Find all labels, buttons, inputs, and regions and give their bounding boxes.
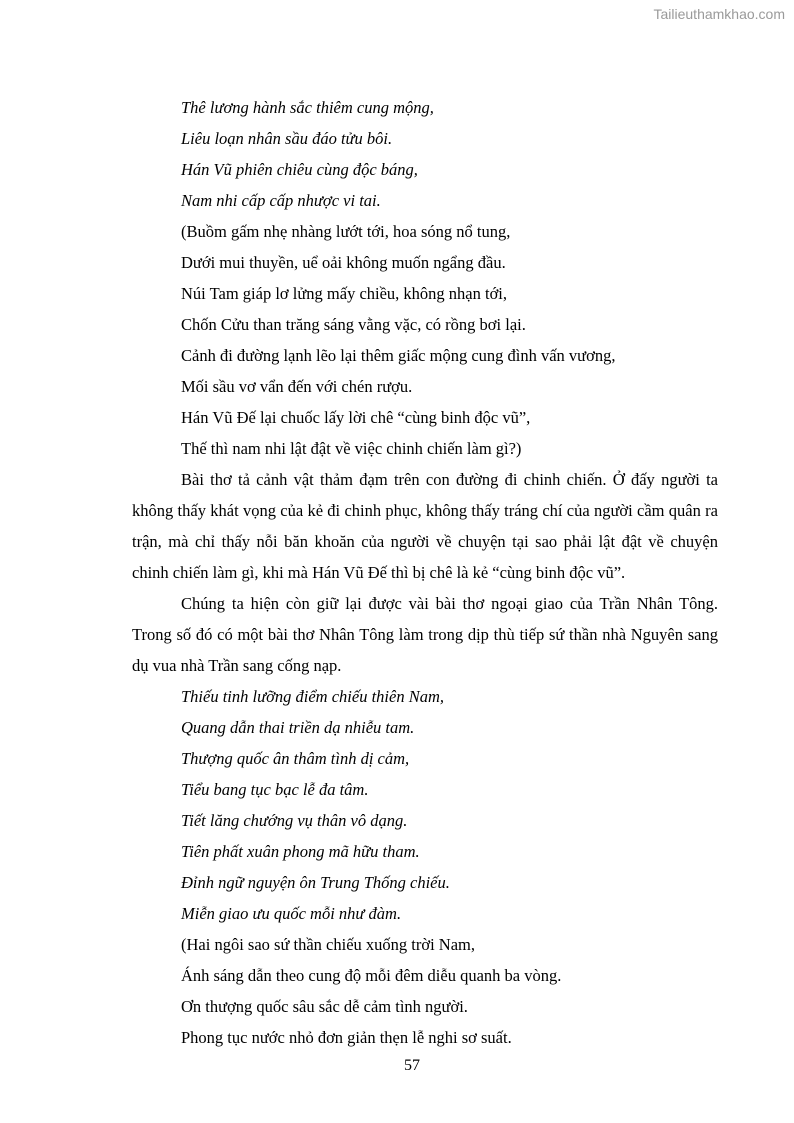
body-paragraph: Bài thơ tả cảnh vật thảm đạm trên con đường đi chinh chiến. Ở đấy người ta không thấy khát vọng của kẻ đi chinh phục, không thấy tráng chí của người cầm quân ra trận, mà chỉ thấy nỗi băn khoăn của người về chuyện tại sao phải lật đật về chuyện chinh chiến làm gì, khi mà Hán Vũ Đế thì bị chê là kẻ “cùng binh độc vũ”. bbox=[132, 470, 718, 582]
poem-2-translation bbox=[132, 929, 718, 1053]
poem-line: Thê lương hành sắc thiêm cung mộng, bbox=[181, 98, 434, 117]
poem-1-original bbox=[132, 92, 718, 216]
page-number: 57 bbox=[404, 1057, 420, 1074]
translation-line: Cảnh đi đường lạnh lẽo lại thêm giấc mộng cung đình vấn vương, bbox=[181, 346, 616, 365]
watermark-text: Tailieuthamkhao.com bbox=[653, 6, 785, 22]
translation-line: Chốn Cửu than trăng sáng vằng vặc, có rồng bơi lại. bbox=[181, 315, 526, 334]
translation-line: Ơn thượng quốc sâu sắc dễ cảm tình người. bbox=[181, 997, 468, 1016]
translation-line: (Hai ngôi sao sứ thần chiếu xuống trời Nam, bbox=[181, 935, 475, 954]
poem-line: Liêu loạn nhân sầu đáo tửu bôi. bbox=[181, 129, 393, 148]
translation-line: Mối sầu vơ vẩn đến với chén rượu. bbox=[181, 377, 413, 396]
translation-line: Núi Tam giáp lơ lửng mấy chiều, không nhạn tới, bbox=[181, 284, 508, 303]
translation-line: Dưới mui thuyền, uể oải không muốn ngẩng đầu. bbox=[181, 253, 506, 272]
translation-line: Ánh sáng dẫn theo cung độ mỗi đêm diễu quanh ba vòng. bbox=[181, 966, 562, 985]
poem-line: Miễn giao ưu quốc mỗi như đàm. bbox=[181, 904, 402, 923]
poem-line: Hán Vũ phiên chiêu cùng độc báng, bbox=[181, 160, 418, 179]
poem-line: Nam nhi cấp cấp nhược vi tai. bbox=[181, 191, 381, 210]
translation-line: Thế thì nam nhi lật đật về việc chinh chiến làm gì?) bbox=[181, 439, 522, 458]
translation-line: Hán Vũ Đế lại chuốc lấy lời chê “cùng binh độc vũ”, bbox=[181, 408, 531, 427]
translation-line: (Buồm gấm nhẹ nhàng lướt tới, hoa sóng nổ tung, bbox=[181, 222, 511, 241]
poem-line: Thiếu tinh lưỡng điểm chiếu thiên Nam, bbox=[181, 687, 444, 706]
poem-line: Tiểu bang tục bạc lễ đa tâm. bbox=[181, 780, 369, 799]
poem-line: Tiên phất xuân phong mã hữu tham. bbox=[181, 842, 420, 861]
translation-line: Phong tục nước nhỏ đơn giản thẹn lễ nghi sơ suất. bbox=[181, 1028, 512, 1047]
poem-1-translation bbox=[132, 216, 718, 464]
poem-line: Đỉnh ngữ nguyện ôn Trung Thống chiếu. bbox=[181, 873, 450, 892]
body-paragraph: Chúng ta hiện còn giữ lại được vài bài thơ ngoại giao của Trần Nhân Tông. Trong số đó có một bài thơ Nhân Tông làm trong dịp thù tiếp sứ thần nhà Nguyên sang dụ vua nhà Trần sang cống nạp. bbox=[132, 594, 718, 675]
poem-2-original bbox=[132, 681, 718, 929]
page-content bbox=[132, 92, 718, 1053]
poem-line: Thượng quốc ân thâm tình dị cảm, bbox=[181, 749, 410, 768]
poem-line: Tiết lăng chướng vụ thân vô dạng. bbox=[181, 811, 408, 830]
poem-line: Quang dẫn thai triền dạ nhiễu tam. bbox=[181, 718, 415, 737]
